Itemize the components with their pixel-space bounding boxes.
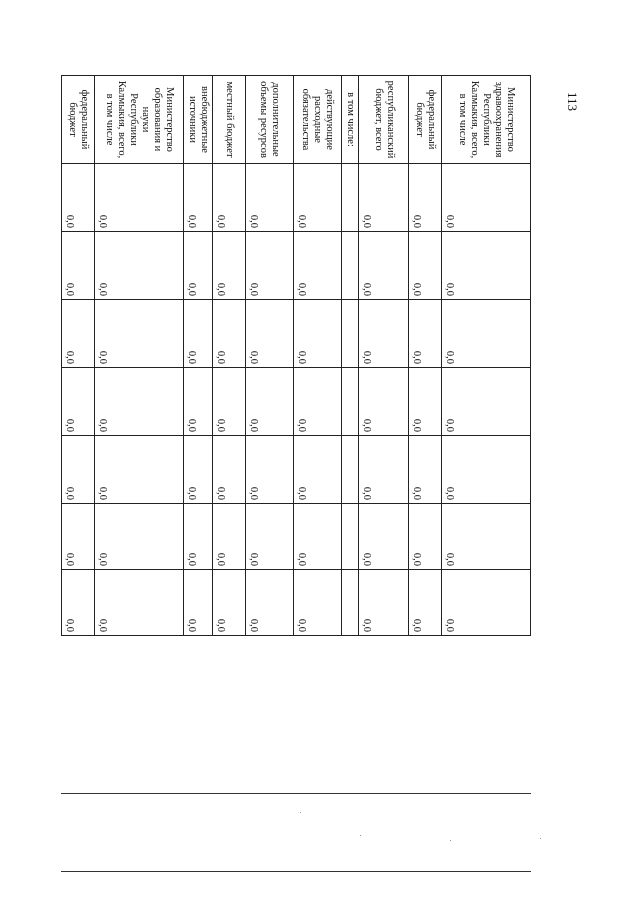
horizontal-rule [61,793,531,794]
value-cell: 0,0 [62,368,95,436]
row-label: республиканский бюджет, всего [359,76,409,164]
value-cell: 0,0 [245,570,293,636]
value-cell: 0,0 [183,368,212,436]
value-cell: 0,0 [293,570,341,636]
value-cell: 0,0 [359,300,409,368]
value-cell: 0,0 [359,436,409,504]
value-cell: 0,0 [409,164,442,232]
value-cell: 0,0 [183,300,212,368]
value-cell: 0,0 [359,232,409,300]
value-cell: 0,0 [409,232,442,300]
value-cell: 0,0 [245,504,293,570]
scan-speck [360,835,361,836]
value-cell [341,570,358,636]
value-cell: 0,0 [441,504,530,570]
value-cell [341,368,358,436]
value-cell: 0,0 [293,368,341,436]
scan-speck [300,812,301,813]
value-cell: 0,0 [245,232,293,300]
value-cell: 0,0 [245,164,293,232]
row-label: действующие расходные обязательства [293,76,341,164]
value-cell: 0,0 [245,368,293,436]
value-cell: 0,0 [245,300,293,368]
value-cell: 0,0 [359,570,409,636]
value-cell: 0,0 [409,436,442,504]
value-cell: 0,0 [62,300,95,368]
row-label: Министерство образования и науки Республики Калмыкия, всего, в том числе [94,76,183,164]
row-label: Министерство здравоохранения Республики Калмыкия, всего, в том числе [441,76,530,164]
table-row [94,76,183,636]
value-cell: 0,0 [183,436,212,504]
value-cell: 0,0 [293,300,341,368]
value-cell: 0,0 [359,164,409,232]
value-cell: 0,0 [293,232,341,300]
value-cell: 0,0 [293,436,341,504]
value-cell: 0,0 [62,504,95,570]
table-row [409,76,442,636]
page-number: 113 [565,92,580,112]
value-cell: 0,0 [409,300,442,368]
value-cell: 0,0 [213,504,246,570]
value-cell: 0,0 [213,232,246,300]
value-cell: 0,0 [213,436,246,504]
value-cell: 0,0 [409,368,442,436]
value-cell: 0,0 [441,300,530,368]
value-cell: 0,0 [441,232,530,300]
table-row [62,76,95,636]
value-cell: 0,0 [213,570,246,636]
value-cell: 0,0 [62,164,95,232]
value-cell: 0,0 [94,164,183,232]
table-row [359,76,409,636]
table-row [441,76,530,636]
value-cell: 0,0 [183,504,212,570]
value-cell: 0,0 [293,504,341,570]
value-cell: 0,0 [359,368,409,436]
value-cell: 0,0 [359,504,409,570]
value-cell: 0,0 [183,570,212,636]
table-row [183,76,212,636]
value-cell: 0,0 [293,164,341,232]
row-label: местный бюджет [213,76,246,164]
value-cell: 0,0 [94,436,183,504]
value-cell: 0,0 [183,164,212,232]
row-label: дополнительные объемы ресурсов [245,76,293,164]
value-cell: 0,0 [441,570,530,636]
row-label: в том числе: [341,76,358,164]
value-cell: 0,0 [62,232,95,300]
value-cell [341,232,358,300]
value-cell: 0,0 [409,504,442,570]
value-cell: 0,0 [62,436,95,504]
rotated-table-container [61,75,531,635]
scan-speck [450,840,451,841]
value-cell: 0,0 [183,232,212,300]
value-cell: 0,0 [62,570,95,636]
value-cell: 0,0 [213,300,246,368]
value-cell: 0,0 [94,368,183,436]
value-cell: 0,0 [441,368,530,436]
value-cell: 0,0 [213,164,246,232]
budget-table [61,75,531,636]
table-row [293,76,341,636]
value-cell: 0,0 [441,164,530,232]
table-row [341,76,358,636]
value-cell [341,504,358,570]
row-label: федеральный бюджет [409,76,442,164]
table-row [213,76,246,636]
value-cell [341,436,358,504]
value-cell: 0,0 [94,300,183,368]
value-cell: 0,0 [94,570,183,636]
value-cell [341,300,358,368]
value-cell: 0,0 [409,570,442,636]
value-cell [341,164,358,232]
table-row [245,76,293,636]
row-label: внебюджетные источники [183,76,212,164]
horizontal-rule [61,871,531,872]
value-cell: 0,0 [441,436,530,504]
value-cell: 0,0 [245,436,293,504]
scan-speck [540,838,541,839]
value-cell: 0,0 [94,232,183,300]
value-cell: 0,0 [213,368,246,436]
value-cell: 0,0 [94,504,183,570]
row-label: федеральный бюджет [62,76,95,164]
